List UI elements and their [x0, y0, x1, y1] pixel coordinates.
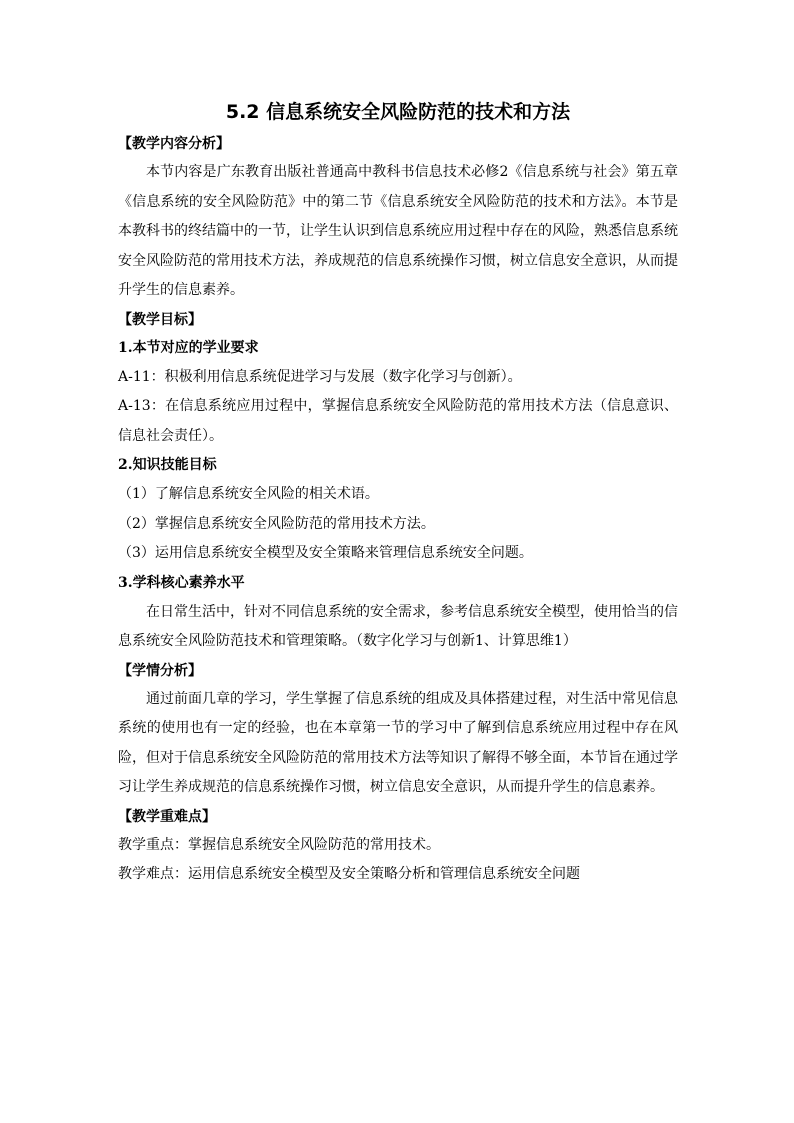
section-heading-learner-analysis: 【学情分析】: [118, 662, 202, 679]
requirement-item: A-11：积极利用信息系统促进学习与发展（数字化学习与创新）。: [118, 368, 522, 385]
subheading-knowledge-skills: 2.知识技能目标: [118, 457, 217, 473]
difficult-point-item: 教学难点：运用信息系统安全模型及安全策略分析和管理信息系统安全问题: [118, 866, 580, 882]
key-point-item: 教学重点：掌握信息系统安全风险防范的常用技术。: [118, 836, 440, 853]
section-key-points: [118, 803, 678, 890]
requirement-item: A-13：在信息系统应用过程中，掌握信息系统安全风险防范的常用技术方法（信息意识、信息社会责任）。: [118, 398, 678, 444]
section-heading-content-analysis: 【教学内容分析】: [118, 136, 230, 152]
content-analysis-paragraph: 本节内容是广东教育出版社普通高中教科书信息技术必修2《信息系统与社会》第五章《信息系统的安全风险防范》中的第二节《信息系统安全风险防范的技术和方法》。本节是本教科书的终结篇中的一节，让学生认识到信息系统应用过程中存在的风险，熟悉信息系统安全风险防范的常用技术方法，养成规范的信息系统操作习惯，树立信息安全意识，从而提升学生的信息素养。: [118, 164, 678, 298]
skill-item: （2）掌握信息系统安全风险防范的常用技术方法。: [118, 515, 435, 532]
subheading-academic-requirements: 1.本节对应的学业要求: [118, 339, 259, 356]
document-page: [118, 96, 678, 890]
section-heading-key-points: 【教学重难点】: [118, 808, 216, 825]
section-content-analysis: [118, 130, 678, 306]
section-heading-objectives: 【教学目标】: [118, 311, 202, 328]
section-objectives: [118, 306, 678, 657]
skill-item: （1）了解信息系统安全风险的相关术语。: [118, 486, 379, 502]
section-learner-analysis: [118, 657, 678, 803]
learner-analysis-paragraph: 通过前面几章的学习，学生掌握了信息系统的组成及具体搭建过程，对生活中常见信息系统的使用也有一定的经验，也在本章第一节的学习中了解到信息系统应用过程中存在风险，但对于信息系统安全风险防范的常用技术方法等知识了解得不够全面，本节旨在通过学习让学生养成规范的信息系统操作习惯，树立信息安全意识，从而提升学生的信息素养。: [118, 690, 678, 795]
document-title: 5.2 信息系统安全风险防范的技术和方法: [225, 101, 571, 123]
core-literacy-paragraph: 在日常生活中，针对不同信息系统的安全需求，参考信息系统安全模型，使用恰当的信息系统安全风险防范技术和管理策略。（数字化学习与创新1、计算思维1）: [118, 603, 678, 649]
subheading-core-literacy: 3.学科核心素养水平: [118, 574, 245, 591]
skill-item: （3）运用信息系统安全模型及安全策略来管理信息系统安全问题。: [118, 545, 533, 561]
